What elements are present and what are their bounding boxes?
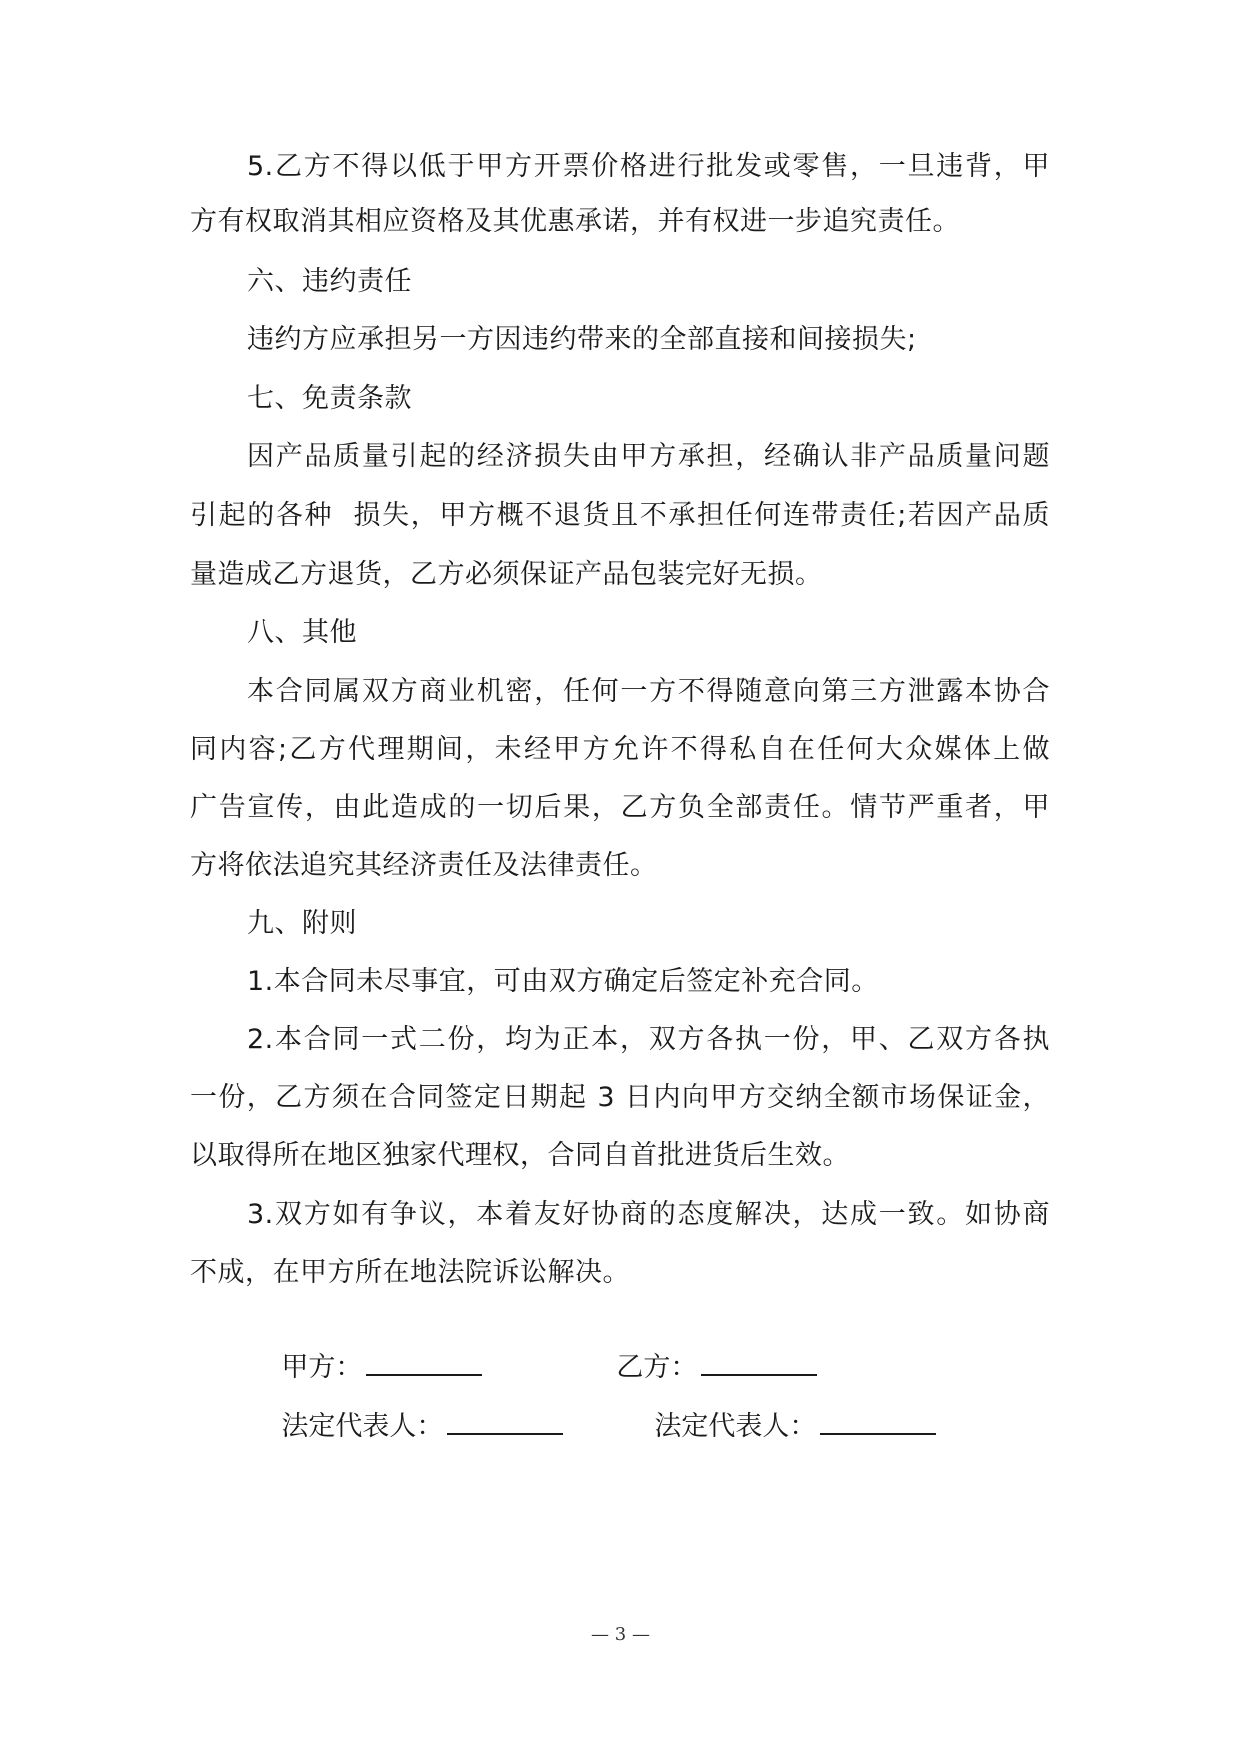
rep-a-blank[interactable] bbox=[447, 1407, 563, 1435]
section-heading: 六、违约责任 bbox=[247, 266, 412, 297]
section-heading: 八、其他 bbox=[247, 617, 357, 648]
section-heading: 七、免责条款 bbox=[247, 383, 412, 414]
paragraph-line: 方将依法追究其经济责任及法律责任。 bbox=[190, 850, 658, 881]
rep-b-label: 法定代表人： bbox=[654, 1411, 817, 1442]
paragraph-line: 引起的各种 损失，甲方概不退货且不承担任何连带责任;若因产品质 bbox=[190, 500, 1050, 531]
party-a-blank[interactable] bbox=[366, 1348, 482, 1376]
page-number: — 3 — bbox=[591, 1624, 650, 1645]
section-heading: 九、附则 bbox=[247, 908, 357, 939]
paragraph-line: 本合同属双方商业机密，任何一方不得随意向第三方泄露本协合 bbox=[247, 676, 1050, 707]
paragraph-line: 5.乙方不得以低于甲方开票价格进行批发或零售，一旦违背，甲 bbox=[247, 151, 1050, 182]
party-b-representative bbox=[620, 1373, 936, 1478]
party-a-label: 甲方： bbox=[281, 1352, 363, 1383]
paragraph-line: 方有权取消其相应资格及其优惠承诺，并有权进一步追究责任。 bbox=[190, 206, 960, 237]
paragraph-line: 同内容;乙方代理期间，未经甲方允许不得私自在任何大众媒体上做 bbox=[190, 734, 1050, 765]
paragraph-line: 广告宣传，由此造成的一切后果，乙方负全部责任。情节严重者，甲 bbox=[190, 792, 1050, 823]
paragraph-line: 一份，乙方须在合同签定日期起 3 日内向甲方交纳全额市场保证金， bbox=[190, 1082, 1050, 1113]
rep-b-blank[interactable] bbox=[820, 1407, 936, 1435]
paragraph-line: 因产品质量引起的经济损失由甲方承担，经确认非产品质量问题 bbox=[247, 441, 1050, 472]
paragraph-line: 3.双方如有争议，本着友好协商的态度解决，达成一致。如协商 bbox=[247, 1199, 1050, 1230]
paragraph-line: 不成，在甲方所在地法院诉讼解决。 bbox=[190, 1257, 630, 1288]
paragraph-line: 以取得所在地区独家代理权，合同自首批进货后生效。 bbox=[190, 1140, 850, 1171]
party-a-representative bbox=[247, 1373, 563, 1478]
paragraph-line: 1.本合同未尽事宜，可由双方确定后签定补充合同。 bbox=[247, 966, 879, 997]
rep-a-label: 法定代表人： bbox=[281, 1411, 444, 1442]
paragraph-line: 量造成乙方退货，乙方必须保证产品包装完好无损。 bbox=[190, 559, 823, 590]
party-b-label: 乙方： bbox=[616, 1352, 698, 1383]
party-b-blank[interactable] bbox=[701, 1348, 817, 1376]
paragraph-line: 违约方应承担另一方因违约带来的全部直接和间接损失; bbox=[247, 324, 917, 355]
paragraph-line: 2.本合同一式二份，均为正本，双方各执一份，甲、乙双方各执 bbox=[247, 1024, 1050, 1055]
